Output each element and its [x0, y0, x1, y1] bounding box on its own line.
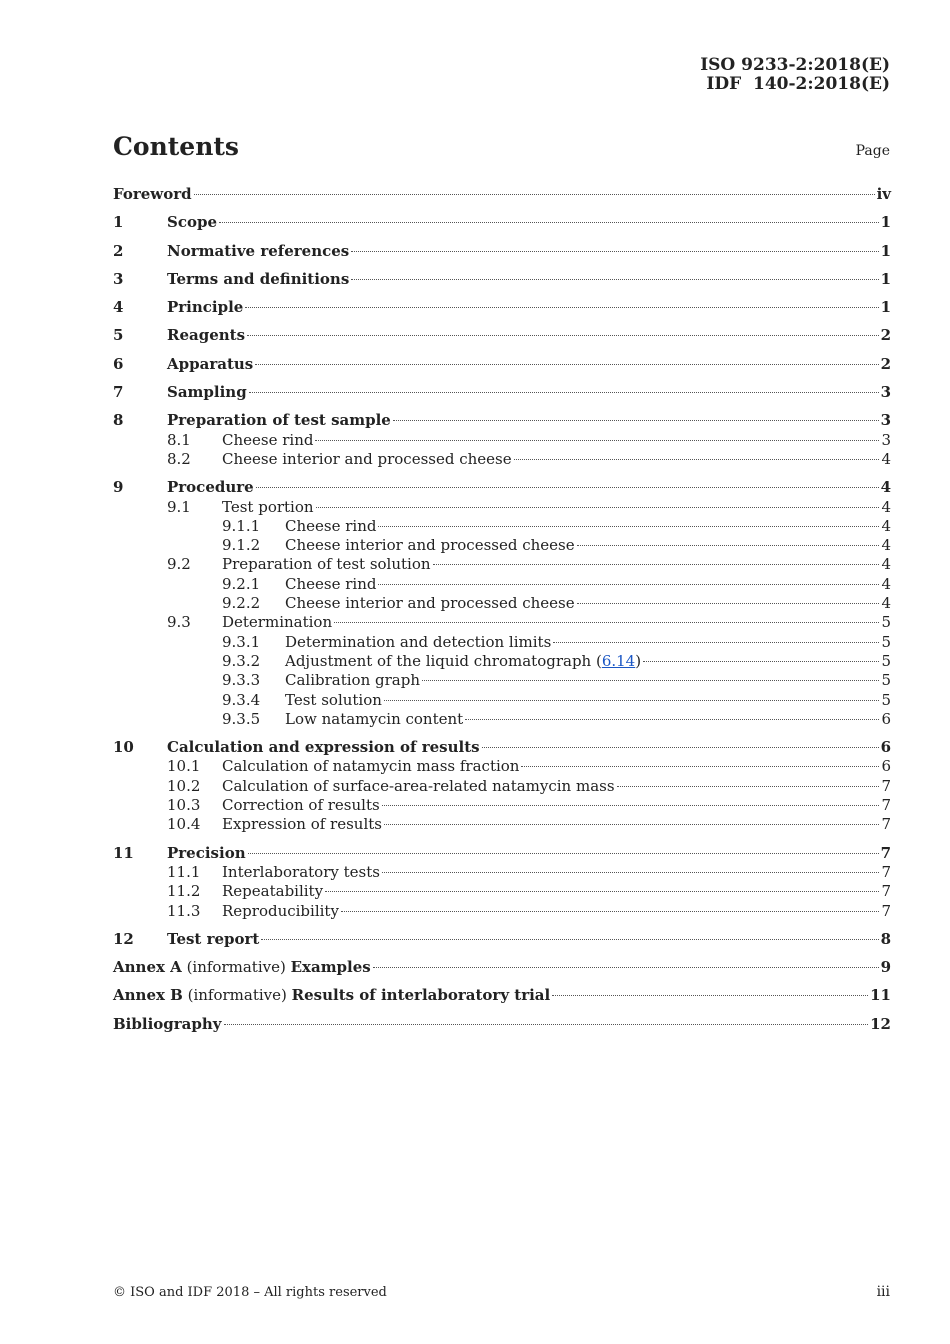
- toc-entry-title: [113, 986, 550, 1005]
- toc-entry-number: 10.2: [167, 776, 201, 795]
- dot-leader: [553, 642, 879, 643]
- toc-entry-page: 4: [881, 536, 891, 555]
- toc-entry-page: 3: [880, 411, 891, 430]
- toc-entry-number: 9.3: [167, 613, 191, 632]
- toc-entry[interactable]: [113, 450, 891, 469]
- toc-entry-title-suffix: Examples: [290, 958, 371, 977]
- toc-entry-page: 3: [880, 383, 891, 402]
- toc-entry-title: [285, 594, 575, 613]
- dot-leader: [577, 545, 880, 546]
- table-of-contents: [113, 185, 891, 1034]
- dot-leader: [617, 786, 880, 787]
- dot-leader: [316, 507, 880, 508]
- toc-entry-page: 9: [880, 958, 891, 977]
- toc-entry-title-text: Cheese rind: [222, 430, 314, 449]
- dot-leader: [261, 939, 878, 940]
- toc-entry-title-text: Reproducibility: [222, 901, 339, 920]
- toc-entry-title-text: Determination and detection limits: [285, 632, 552, 651]
- toc-entry-title-text: Reagents: [167, 326, 246, 345]
- toc-entry-page: 7: [881, 862, 891, 881]
- dot-leader: [465, 719, 879, 720]
- toc-entry-title: [222, 757, 519, 776]
- toc-entry-number: 8: [113, 411, 124, 430]
- toc-entry-title-text: Procedure: [167, 478, 254, 497]
- dot-leader: [643, 661, 879, 662]
- toc-entry[interactable]: [113, 633, 891, 652]
- toc-entry-number: 3: [113, 269, 124, 288]
- toc-entry-number: 9.3.3: [222, 671, 261, 690]
- toc-entry-page: 4: [881, 555, 891, 574]
- toc-entry-page: 6: [881, 757, 891, 776]
- toc-entry-title-text: Precision: [167, 843, 246, 862]
- toc-entry-title-text: Expression of results: [222, 815, 382, 834]
- iso-reference: ISO 9233-2:2018(E): [700, 55, 890, 75]
- toc-entry[interactable]: [113, 594, 891, 613]
- dot-leader: [247, 335, 879, 336]
- toc-entry-number: 9.1.2: [222, 536, 261, 555]
- toc-entry-title: [285, 633, 551, 652]
- toc-entry-title-text: Preparation of test solution: [222, 555, 431, 574]
- document-identifier: [700, 56, 890, 94]
- toc-entry-title: [222, 902, 339, 921]
- toc-entry-page: 2: [880, 354, 891, 373]
- page-column-label: Page: [855, 143, 890, 159]
- toc-entry-page: 7: [881, 882, 891, 901]
- toc-entry-number: 11.1: [167, 862, 201, 881]
- toc-entry-page: 4: [881, 497, 891, 516]
- toc-entry-number: 5: [113, 326, 124, 345]
- toc-entry-title: [167, 738, 480, 757]
- toc-entry[interactable]: [113, 298, 891, 317]
- toc-entry[interactable]: [113, 383, 891, 402]
- toc-entry-title: [167, 298, 243, 317]
- toc-entry-title-suffix: ): [635, 651, 642, 670]
- toc-entry-page: 1: [880, 269, 891, 288]
- toc-entry[interactable]: [113, 613, 891, 632]
- toc-entry-number: 10.3: [167, 796, 201, 815]
- toc-entry-number: 8.2: [167, 449, 191, 468]
- dot-leader: [341, 911, 880, 912]
- toc-entry-page: 5: [881, 690, 891, 709]
- toc-entry-page: 4: [881, 574, 891, 593]
- dot-leader: [422, 680, 879, 681]
- toc-entry-title: [285, 536, 575, 555]
- toc-entry-title-text: Normative references: [167, 241, 350, 260]
- toc-entry-page: iv: [876, 185, 891, 203]
- toc-entry-title: [167, 478, 254, 497]
- dot-leader: [194, 194, 875, 195]
- toc-entry[interactable]: [113, 652, 891, 671]
- toc-entry-page: 4: [881, 516, 891, 535]
- toc-entry-title-suffix: Results of interlaboratory trial: [291, 986, 551, 1005]
- toc-entry-title-text: Annex B: [113, 986, 183, 1005]
- dot-leader: [224, 1024, 869, 1025]
- toc-entry-title: [113, 958, 371, 977]
- toc-entry-title: [113, 185, 192, 204]
- toc-entry-title-text: Bibliography: [113, 1014, 222, 1033]
- dot-leader: [393, 420, 879, 421]
- toc-entry-number: 9.1.1: [222, 516, 261, 535]
- toc-entry-title-text: Cheese interior and processed cheese: [285, 536, 575, 555]
- toc-entry[interactable]: [113, 411, 891, 430]
- toc-entry-title-text: Annex A: [113, 958, 182, 977]
- idf-reference: IDF 140-2:2018(E): [706, 74, 890, 94]
- toc-entry-page: 4: [880, 478, 891, 497]
- toc-annex-type: (informative): [181, 958, 291, 977]
- toc-entry-title: [167, 213, 217, 232]
- toc-entry-title: [167, 242, 349, 261]
- dot-leader: [552, 995, 868, 996]
- toc-entry-page: 1: [880, 298, 891, 317]
- toc-entry[interactable]: [113, 710, 891, 729]
- dot-leader: [378, 526, 879, 527]
- toc-entry-title: [222, 863, 380, 882]
- dot-leader: [482, 747, 879, 748]
- cross-reference-link[interactable]: 6.14: [601, 651, 636, 670]
- toc-entry-title: [167, 383, 247, 402]
- toc-entry[interactable]: [113, 986, 891, 1005]
- toc-entry-title-text: Low natamycin content: [285, 709, 464, 728]
- toc-entry[interactable]: [113, 431, 891, 450]
- toc-entry-title: [285, 691, 382, 710]
- toc-entry-number: 9.3.4: [222, 690, 261, 709]
- toc-entry-title: [167, 326, 245, 345]
- dot-leader: [325, 891, 879, 892]
- dot-leader: [256, 487, 879, 488]
- dot-leader: [384, 700, 880, 701]
- toc-entry-page: 4: [881, 594, 891, 613]
- dot-leader: [373, 967, 879, 968]
- toc-entry[interactable]: [113, 796, 891, 815]
- dot-leader: [245, 307, 878, 308]
- toc-entry-number: 9.3.1: [222, 632, 261, 651]
- toc-entry-number: 6: [113, 354, 124, 373]
- toc-entry-page: 7: [881, 776, 891, 795]
- toc-entry-title-text: Calibration graph: [285, 671, 420, 690]
- toc-entry-page: 7: [881, 901, 891, 920]
- toc-entry-number: 1: [113, 213, 124, 232]
- toc-entry-number: 10.4: [167, 815, 201, 834]
- toc-entry-number: 11.2: [167, 882, 201, 901]
- toc-annex-type: (informative): [182, 986, 292, 1005]
- toc-entry-number: 9.2.1: [222, 574, 261, 593]
- toc-entry[interactable]: [113, 498, 891, 517]
- toc-entry-number: 4: [113, 298, 124, 317]
- dot-leader: [514, 459, 880, 460]
- toc-entry[interactable]: [113, 777, 891, 796]
- dot-leader: [521, 766, 879, 767]
- toc-entry[interactable]: [113, 555, 891, 574]
- toc-entry-page: 1: [880, 241, 891, 260]
- toc-entry[interactable]: [113, 671, 891, 690]
- toc-entry-title-text: Test portion: [222, 497, 314, 516]
- toc-entry-title-text: Calculation of natamycin mass fraction: [222, 757, 520, 776]
- toc-entry[interactable]: [113, 478, 891, 497]
- toc-entry-title: [222, 882, 323, 901]
- toc-entry-page: 2: [880, 326, 891, 345]
- toc-entry-title: [222, 498, 314, 517]
- dot-leader: [382, 872, 880, 873]
- toc-entry-title-text: Cheese rind: [285, 574, 377, 593]
- toc-entry-title-text: Calculation and expression of results: [167, 738, 480, 757]
- toc-entry-number: 9.3.2: [222, 651, 261, 670]
- toc-entry-number: 12: [113, 929, 134, 948]
- toc-entry-title: [285, 671, 420, 690]
- toc-entry-title: [285, 575, 376, 594]
- toc-entry-title-text: Test report: [167, 929, 260, 948]
- toc-entry-title: [167, 270, 349, 289]
- toc-entry-title-text: Terms and definitions: [167, 269, 350, 288]
- toc-entry-number: 7: [113, 383, 124, 402]
- toc-entry-page: 7: [881, 815, 891, 834]
- toc-entry-number: 11: [113, 843, 134, 862]
- toc-entry-page: 8: [880, 929, 891, 948]
- dot-leader: [219, 222, 879, 223]
- dot-leader: [433, 564, 880, 565]
- toc-entry-title: [222, 613, 332, 632]
- toc-entry[interactable]: [113, 691, 891, 710]
- toc-entry[interactable]: [113, 902, 891, 921]
- toc-entry-title-text: Repeatability: [222, 882, 324, 901]
- toc-entry[interactable]: [113, 517, 891, 536]
- toc-entry-page: 1: [880, 213, 891, 232]
- toc-entry-page: 5: [881, 632, 891, 651]
- toc-entry-title: [222, 796, 380, 815]
- toc-entry[interactable]: [113, 738, 891, 757]
- toc-entry-title: [285, 652, 641, 671]
- toc-entry-page: 6: [880, 738, 891, 757]
- toc-entry-page: 4: [881, 449, 891, 468]
- toc-entry-page: 7: [881, 796, 891, 815]
- toc-entry-number: 9.2.2: [222, 594, 261, 613]
- toc-entry-number: 9: [113, 478, 124, 497]
- toc-entry-title: [222, 431, 313, 450]
- toc-entry-title: [222, 815, 382, 834]
- toc-entry-title: [167, 411, 391, 430]
- toc-entry-title: [285, 517, 376, 536]
- toc-entry-title-text: Correction of results: [222, 796, 380, 815]
- copyright-notice: © ISO and IDF 2018 – All rights reserved: [113, 1285, 387, 1300]
- toc-entry-page: 11: [870, 986, 891, 1005]
- toc-entry-title: [222, 450, 512, 469]
- toc-entry-number: 11.3: [167, 901, 201, 920]
- toc-entry-number: 10.1: [167, 757, 201, 776]
- toc-entry-title: [167, 844, 246, 863]
- toc-entry[interactable]: [113, 844, 891, 863]
- dot-leader: [315, 440, 879, 441]
- toc-entry[interactable]: [113, 185, 891, 204]
- toc-entry-title: [113, 1015, 222, 1034]
- page-number: iii: [876, 1284, 890, 1300]
- toc-entry[interactable]: [113, 958, 891, 977]
- toc-entry-number: 10: [113, 738, 134, 757]
- toc-entry-page: 5: [881, 613, 891, 632]
- dot-leader: [351, 279, 878, 280]
- toc-entry-title-text: Determination: [222, 613, 333, 632]
- toc-entry-title-text: Scope: [167, 213, 218, 232]
- toc-entry-number: 9.1: [167, 497, 191, 516]
- toc-entry-number: 9.2: [167, 555, 191, 574]
- toc-entry-page: 5: [881, 651, 891, 670]
- toc-entry-title-text: Preparation of test sample: [167, 411, 391, 430]
- toc-entry-title-text: Foreword: [113, 185, 192, 203]
- toc-entry[interactable]: [113, 326, 891, 345]
- dot-leader: [249, 392, 879, 393]
- toc-entry-number: 2: [113, 241, 124, 260]
- toc-entry-title: [222, 555, 431, 574]
- dot-leader: [378, 584, 879, 585]
- toc-entry[interactable]: [113, 270, 891, 289]
- toc-entry-title: [222, 777, 615, 796]
- toc-entry-title-text: Cheese rind: [285, 516, 377, 535]
- toc-entry-title-text: Calculation of surface-area-related natamycin mass: [222, 776, 615, 795]
- toc-entry-title: [167, 355, 253, 374]
- toc-entry-page: 12: [870, 1014, 891, 1033]
- toc-entry[interactable]: [113, 355, 891, 374]
- toc-entry-page: 7: [880, 843, 891, 862]
- toc-entry-number: 9.3.5: [222, 709, 261, 728]
- dot-leader: [255, 364, 878, 365]
- toc-entry[interactable]: [113, 930, 891, 949]
- dot-leader: [248, 853, 879, 854]
- toc-entry[interactable]: [113, 882, 891, 901]
- toc-entry-title: [167, 930, 259, 949]
- toc-entry-title-text: Test solution: [285, 690, 382, 709]
- toc-entry[interactable]: [113, 242, 891, 261]
- toc-entry-title-text: Adjustment of the liquid chromatograph (: [285, 651, 602, 670]
- dot-leader: [577, 603, 880, 604]
- toc-entry-title-text: Principle: [167, 298, 244, 317]
- toc-entry-title-text: Sampling: [167, 383, 247, 402]
- dot-leader: [334, 622, 879, 623]
- toc-entry-page: 3: [881, 430, 891, 449]
- toc-entry[interactable]: [113, 863, 891, 882]
- toc-entry-page: 6: [881, 709, 891, 728]
- dot-leader: [351, 251, 878, 252]
- toc-entry[interactable]: [113, 1015, 891, 1034]
- toc-entry[interactable]: [113, 213, 891, 232]
- toc-entry[interactable]: [113, 575, 891, 594]
- toc-entry-title-text: Apparatus: [167, 354, 254, 373]
- toc-entry-number: 8.1: [167, 430, 191, 449]
- toc-entry-page: 5: [881, 671, 891, 690]
- toc-entry[interactable]: [113, 815, 891, 834]
- toc-entry-title: [285, 710, 463, 729]
- page-title: Contents: [113, 132, 240, 161]
- toc-entry[interactable]: [113, 757, 891, 776]
- toc-entry[interactable]: [113, 536, 891, 555]
- dot-leader: [382, 805, 880, 806]
- toc-entry-title-text: Interlaboratory tests: [222, 862, 380, 881]
- toc-entry-title-text: Cheese interior and processed cheese: [222, 449, 512, 468]
- toc-entry-title-text: Cheese interior and processed cheese: [285, 594, 575, 613]
- dot-leader: [384, 824, 879, 825]
